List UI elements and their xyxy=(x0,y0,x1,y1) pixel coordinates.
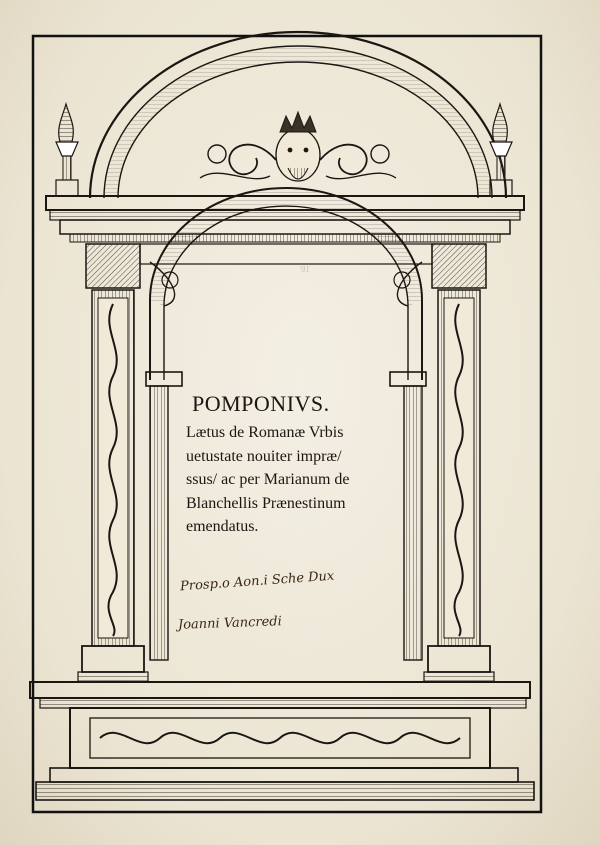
manuscript-note-1: Prosp.o Aon.i Sche Dux xyxy=(179,568,335,595)
title-line-3: ssus/ ac per Marianum de xyxy=(186,471,350,488)
title-line-4: Blanchellis Prænestinum xyxy=(186,494,346,512)
pilaster-right xyxy=(424,244,494,682)
title-line-2: uetustate nouiter impræ/ xyxy=(186,447,342,465)
pedestal xyxy=(30,682,534,800)
flame-urn-right xyxy=(490,104,512,196)
title-line-5: emendatus. xyxy=(186,518,259,535)
title-line-1: Lætus de Romanæ Vrbis xyxy=(186,424,344,441)
manuscript-note-2: Joanni Vancredi xyxy=(177,614,283,633)
flame-urn-left xyxy=(56,104,78,196)
pilaster-left xyxy=(78,244,148,682)
title-text-block xyxy=(186,391,418,539)
title-heading: POMPONIVS. xyxy=(192,391,330,416)
show-through-text: ıɐ xyxy=(300,260,310,275)
lunette-arch xyxy=(90,32,506,198)
